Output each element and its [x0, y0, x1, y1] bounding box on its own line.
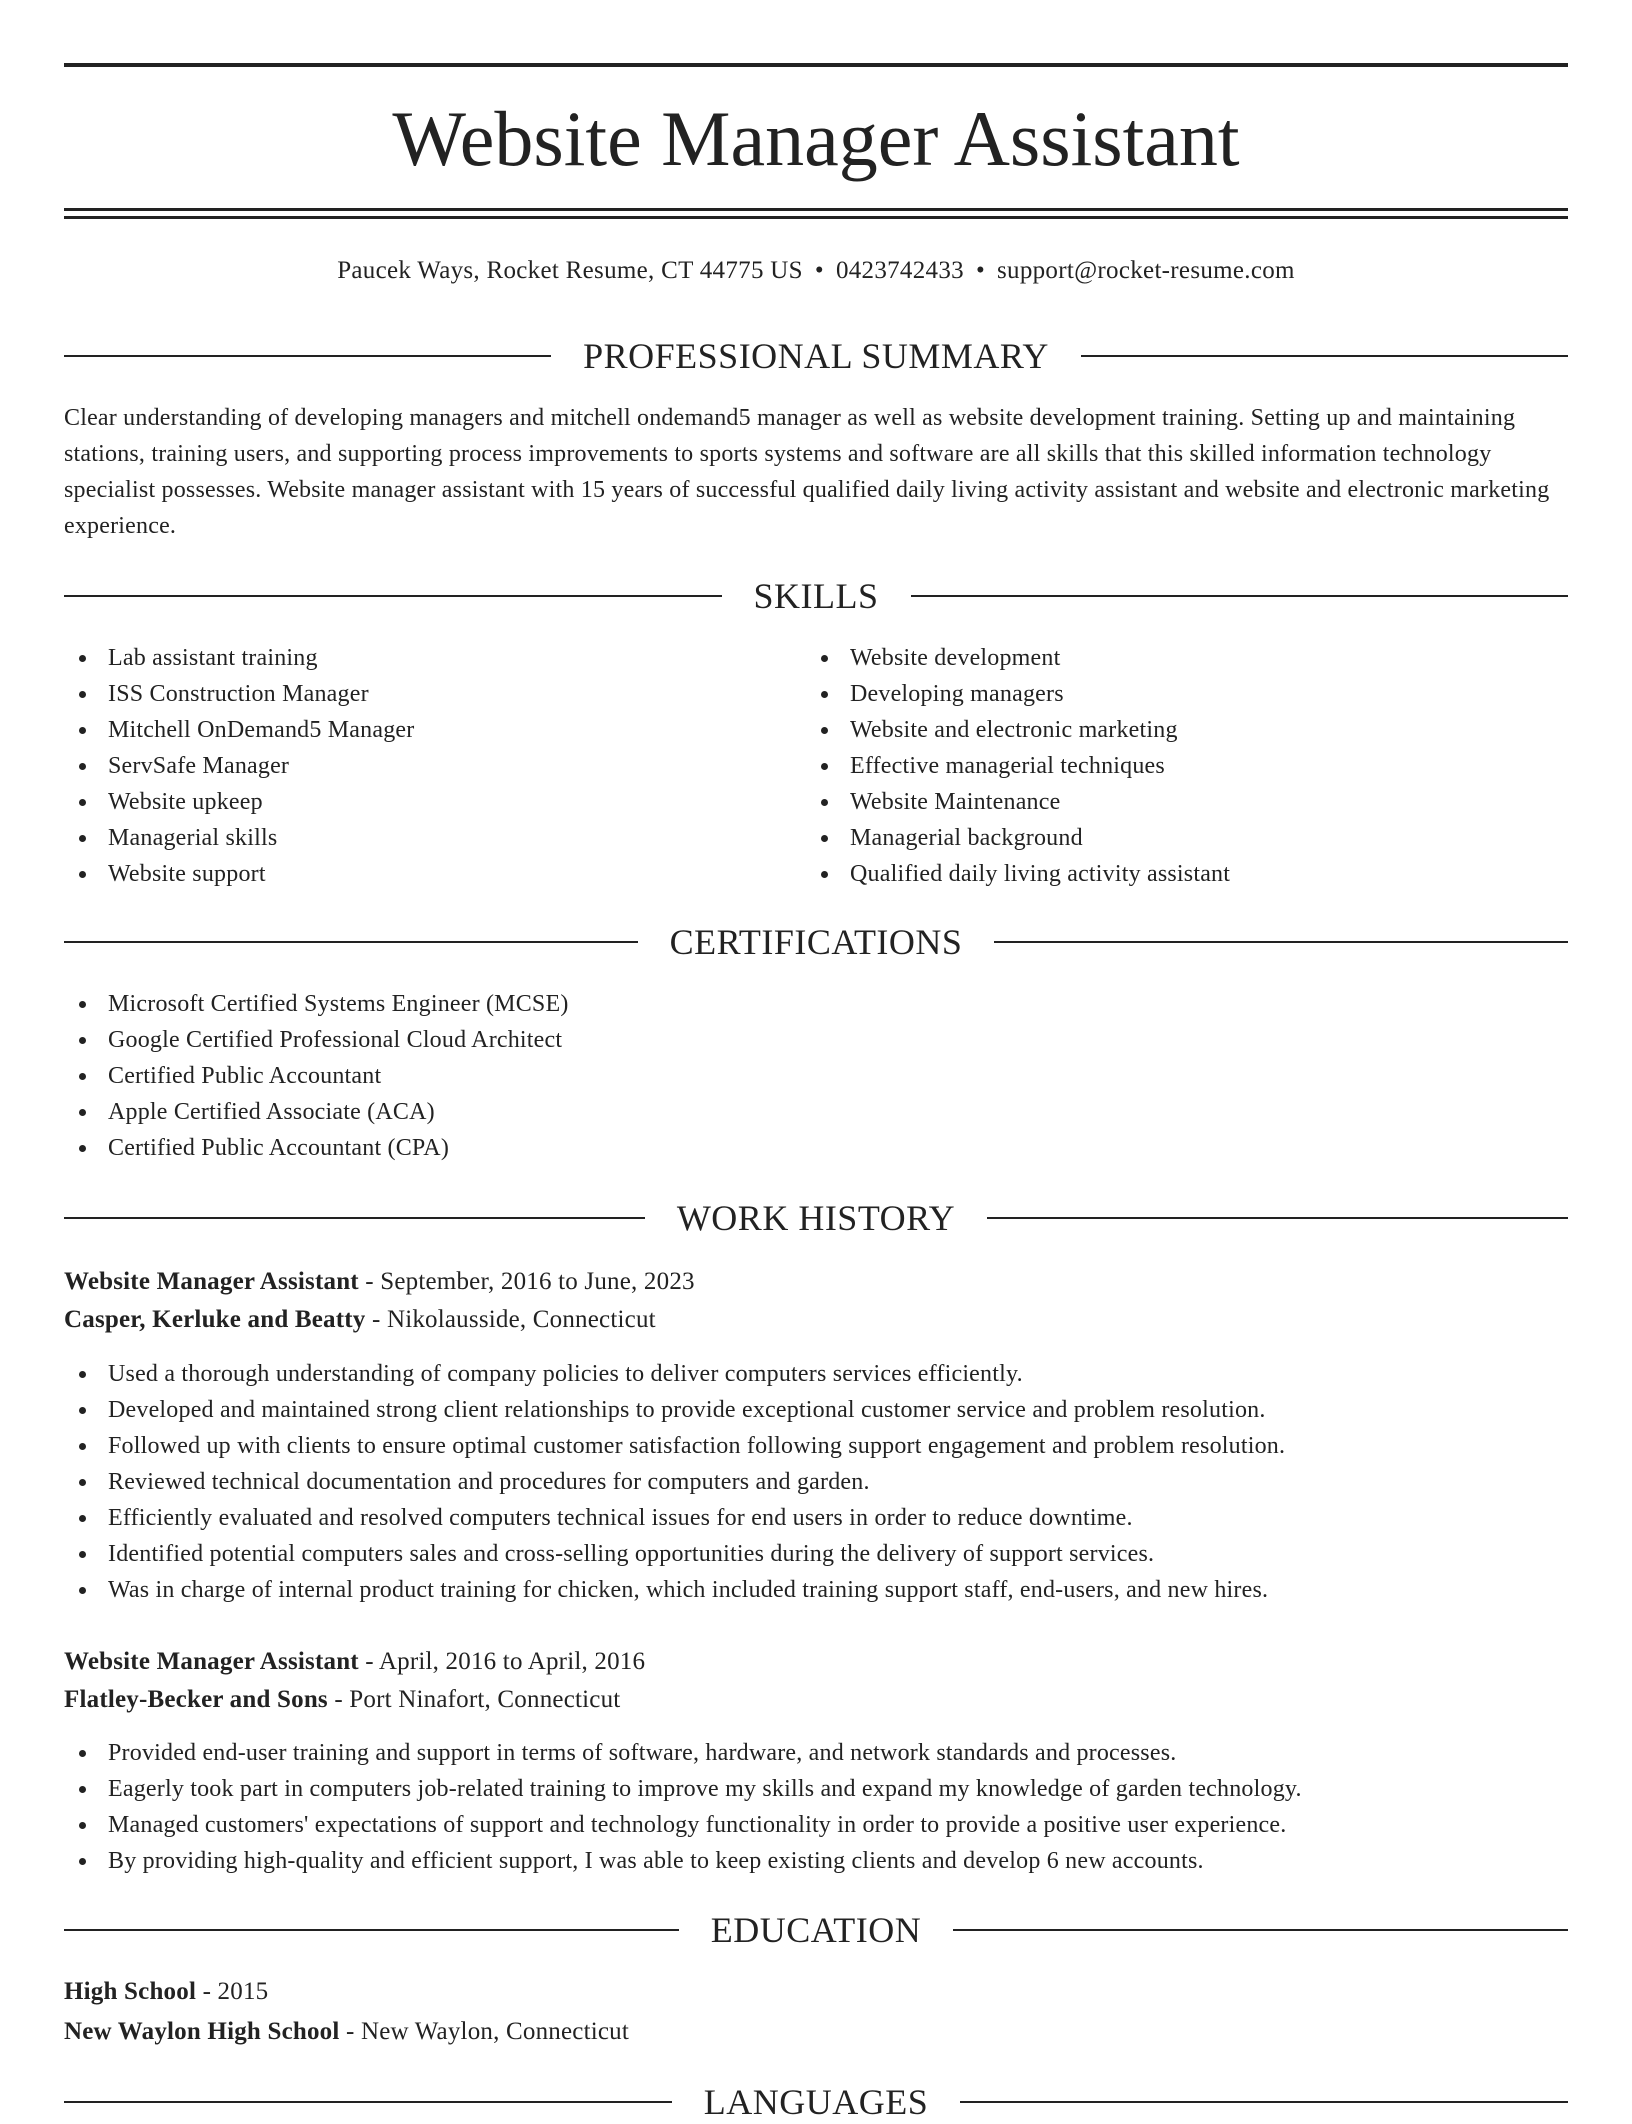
heading-line-right	[1081, 355, 1568, 357]
skill-item: Managerial background	[806, 820, 1546, 856]
section-heading-languages	[64, 2080, 1568, 2124]
skill-item: Developing managers	[806, 676, 1546, 712]
skill-item: Website support	[64, 856, 784, 892]
section-heading-summary	[64, 334, 1568, 378]
skill-item: Website upkeep	[64, 784, 784, 820]
section-heading-certifications	[64, 920, 1568, 964]
heading-line-right	[987, 1217, 1568, 1219]
header-bottom-rule-1	[64, 208, 1568, 211]
job-bullet: Used a thorough understanding of company policies to deliver computers services efficiently.	[64, 1356, 1564, 1392]
skill-item: Mitchell OnDemand5 Manager	[64, 712, 784, 748]
job-bullet: Provided end-user training and support in terms of software, hardware, and network standards and processes.	[64, 1735, 1564, 1771]
job-title: Website Manager Assistant	[64, 1648, 359, 1675]
heading-line-left	[64, 941, 638, 943]
skill-item: Website and electronic marketing	[806, 712, 1546, 748]
heading-line-right	[960, 2101, 1568, 2103]
job-dates: - September, 2016 to June, 2023	[365, 1268, 695, 1295]
job-location: - Port Ninafort, Connecticut	[334, 1686, 621, 1713]
job-bullets	[64, 1735, 1564, 1879]
certification-item: Apple Certified Associate (ACA)	[64, 1094, 1544, 1130]
skill-item: Managerial skills	[64, 820, 784, 856]
job-bullet: Efficiently evaluated and resolved computers technical issues for end users in order to reduce downtime.	[64, 1500, 1564, 1536]
skill-item: ISS Construction Manager	[64, 676, 784, 712]
job-company-line	[64, 1302, 1568, 1338]
education-degree-line	[64, 1974, 1568, 2010]
resume-title: Website Manager Assistant	[392, 95, 1240, 182]
skill-item: ServSafe Manager	[64, 748, 784, 784]
contact-separator: •	[814, 257, 824, 284]
certification-item: Google Certified Professional Cloud Architect	[64, 1022, 1544, 1058]
job-bullet: Developed and maintained strong client relationships to provide exceptional customer service and problem resolution.	[64, 1392, 1564, 1428]
contact-email[interactable]: support@rocket-resume.com	[997, 257, 1295, 284]
summary-heading: PROFESSIONAL SUMMARY	[583, 336, 1049, 376]
contact-address: Paucek Ways, Rocket Resume, CT 44775 US	[337, 257, 803, 284]
job-title: Website Manager Assistant	[64, 1268, 359, 1295]
job-bullet: Was in charge of internal product training for chicken, which included training support staff, end-users, and new hires.	[64, 1572, 1564, 1608]
section-heading-work-history	[64, 1196, 1568, 1240]
heading-line-right	[953, 1929, 1568, 1931]
certification-item: Certified Public Accountant	[64, 1058, 1544, 1094]
education-degree: High School	[64, 1978, 197, 2005]
certification-item: Microsoft Certified Systems Engineer (MCSE)	[64, 986, 1544, 1022]
job-company-line	[64, 1682, 1568, 1718]
job-bullet: Reviewed technical documentation and procedures for computers and garden.	[64, 1464, 1564, 1500]
skill-item: Lab assistant training	[64, 640, 784, 676]
job-title-line	[64, 1644, 1568, 1680]
skill-item: Website development	[806, 640, 1546, 676]
heading-line-left	[64, 595, 722, 597]
section-heading-education	[64, 1908, 1568, 1952]
certifications-list	[64, 986, 1544, 1166]
heading-line-left	[64, 355, 551, 357]
education-location: - New Waylon, Connecticut	[345, 2018, 629, 2045]
certification-item: Certified Public Accountant (CPA)	[64, 1130, 1544, 1166]
heading-line-left	[64, 2101, 672, 2103]
skills-heading: SKILLS	[753, 576, 879, 616]
contact-phone[interactable]: 0423742433	[835, 257, 964, 284]
languages-heading: LANGUAGES	[703, 2082, 929, 2122]
contact-separator: •	[975, 257, 985, 284]
skills-list-left	[64, 640, 784, 892]
job-location: - Nikolausside, Connecticut	[371, 1306, 656, 1333]
heading-line-left	[64, 1929, 679, 1931]
job-bullet: Identified potential computers sales and cross-selling opportunities during the delivery of support services.	[64, 1536, 1564, 1572]
heading-line-right	[911, 595, 1569, 597]
job-bullet: Followed up with clients to ensure optimal customer satisfaction following support engagement and problem resolution.	[64, 1428, 1564, 1464]
job-bullet: Eagerly took part in computers job-related training to improve my skills and expand my knowledge of garden technology.	[64, 1771, 1564, 1807]
education-school-line	[64, 2014, 1568, 2050]
job-company: Flatley-Becker and Sons	[64, 1686, 328, 1713]
education-school: New Waylon High School	[64, 2018, 340, 2045]
work-history-heading: WORK HISTORY	[676, 1198, 956, 1238]
skill-item: Effective managerial techniques	[806, 748, 1546, 784]
heading-line-right	[994, 941, 1568, 943]
job-title-line	[64, 1264, 1568, 1300]
skills-list-right	[806, 640, 1546, 892]
contact-line	[64, 254, 1568, 288]
job-dates: - April, 2016 to April, 2016	[365, 1648, 646, 1675]
job-bullets	[64, 1356, 1564, 1608]
job-bullet: By providing high-quality and efficient support, I was able to keep existing clients and develop 6 new accounts.	[64, 1843, 1564, 1879]
header-bottom-rule-2	[64, 216, 1568, 219]
section-heading-skills	[64, 574, 1568, 618]
education-heading: EDUCATION	[710, 1910, 922, 1950]
skill-item: Website Maintenance	[806, 784, 1546, 820]
certifications-heading: CERTIFICATIONS	[669, 922, 963, 962]
job-bullet: Managed customers' expectations of support and technology functionality in order to provide a positive user experience.	[64, 1807, 1564, 1843]
summary-text: Clear understanding of developing managers and mitchell ondemand5 manager as well as website development training. Setting up and maintaining stations, training users, and supporting process improvements to sports systems and software are all skills that this skilled information technology specialist possesses. Website manager assistant with 15 years of successful qualified daily living activity assistant and website and electronic marketing experience.	[64, 405, 1550, 539]
job-company: Casper, Kerluke and Beatty	[64, 1306, 366, 1333]
header-top-rule	[64, 63, 1568, 67]
skill-item: Qualified daily living activity assistant	[806, 856, 1546, 892]
heading-line-left	[64, 1217, 645, 1219]
education-year: - 2015	[202, 1978, 269, 2005]
